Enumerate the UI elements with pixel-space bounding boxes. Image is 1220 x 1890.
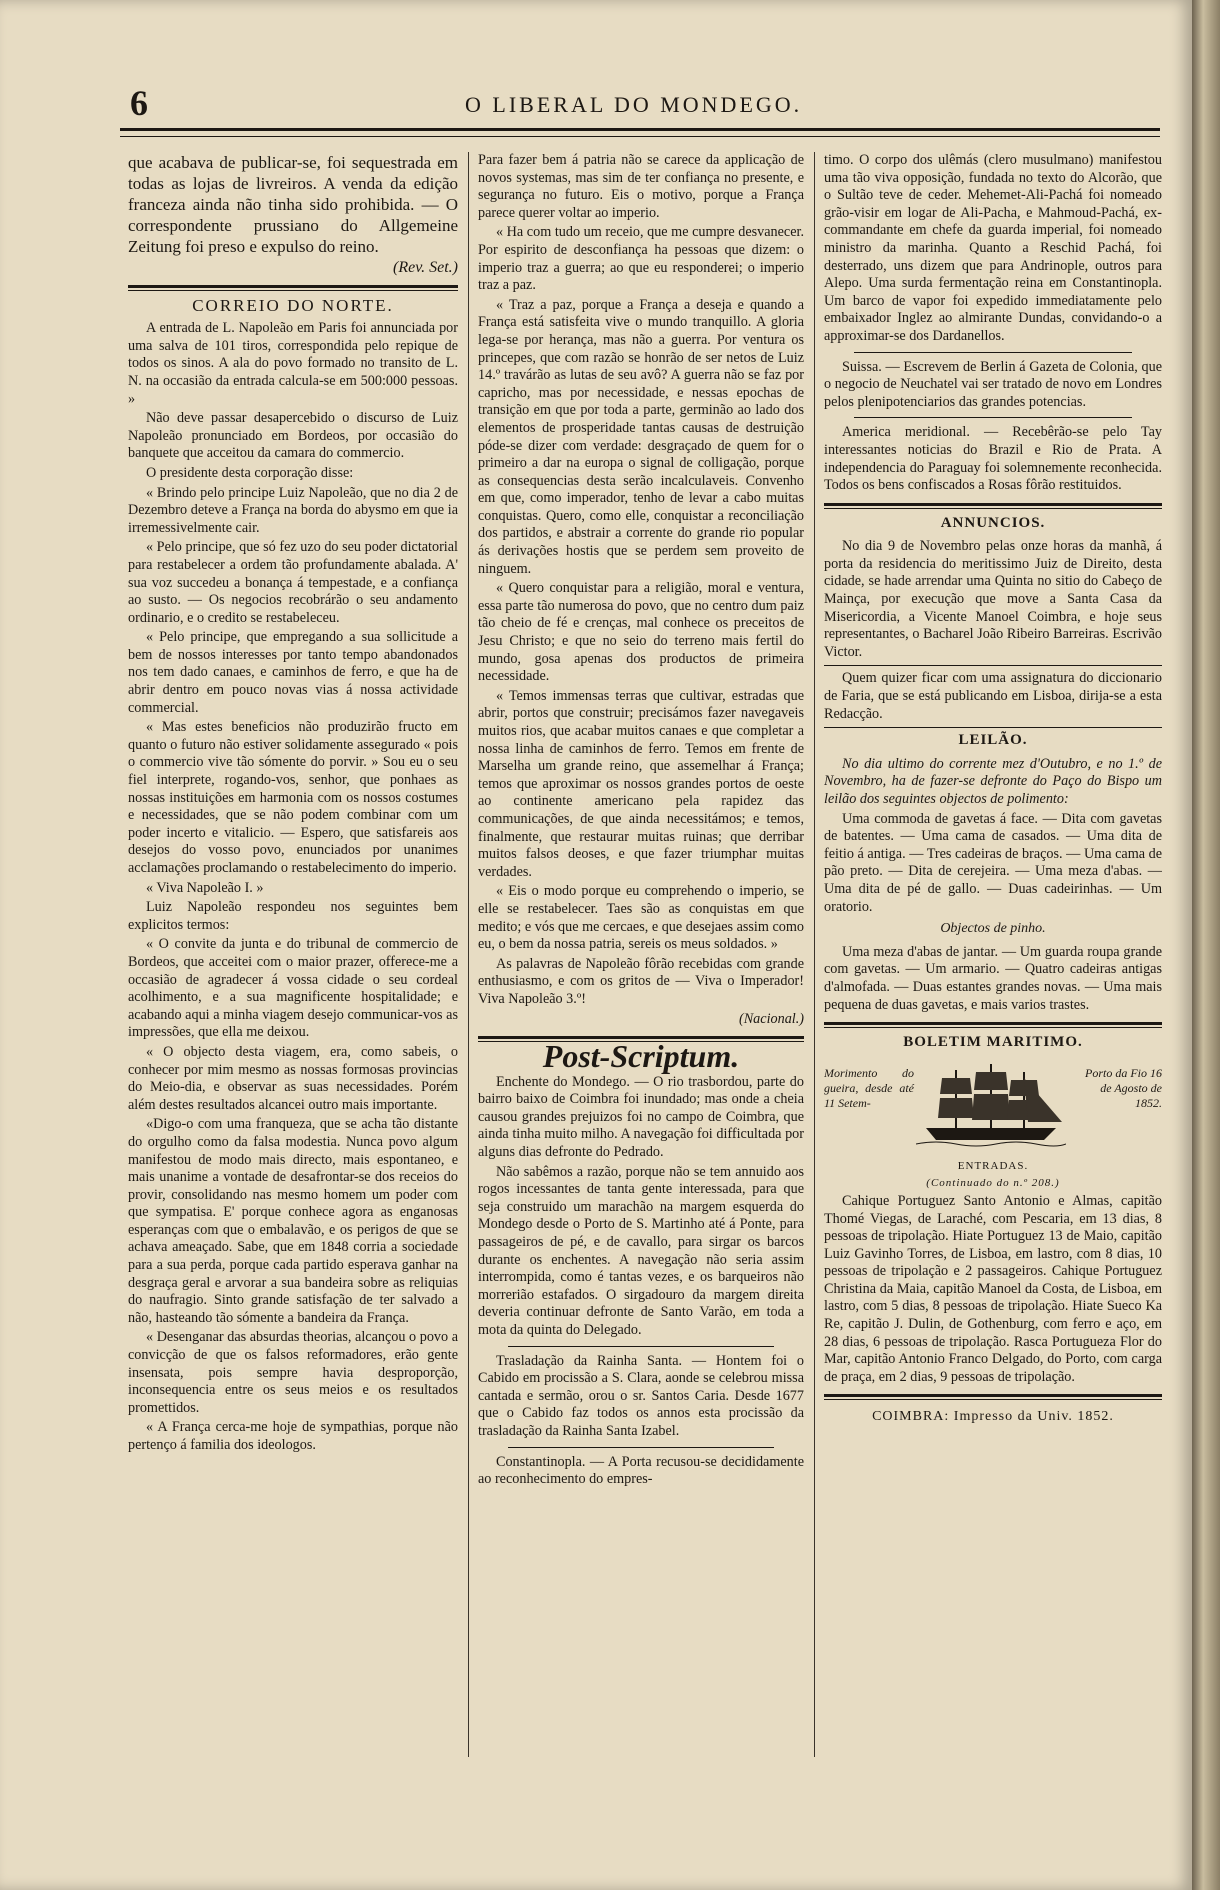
pinho-items: Uma meza d'abas de jantar. — Um guarda roupa grande com gavetas. — Um armario. — Quatro cadeiras antigas d'almofada. — Duas estantes grandes novas. — Uma mais pequena de duas gavetas, e mais varios trastes. bbox=[824, 943, 1162, 1013]
article-paragraph: Não deve passar desapercebido o discurso de Luiz Napoleão pronunciado em Bordeos, por occasião do banquete que acceitou da camara do commercio. bbox=[128, 410, 458, 462]
article-paragraph: Para fazer bem á patria não se carece da applicação de novos systemas, mas sim de ter confiança no presente, e segurança no futuro. Eis o motivo, porque a França parece querer voltar ao imperio. bbox=[478, 152, 804, 221]
article-paragraph: « Ha com tudo um receio, que me cumpre desvanecer. Por espirito de desconfiança ha pessoas que dizem: o imperio traz a guerra; ao que eu responderei; o imperio traz a paz. bbox=[478, 224, 804, 294]
article-paragraph: Luiz Napoleão respondeu nos seguintes bem explicitos termos: bbox=[128, 899, 458, 933]
annuncio-text: No dia 9 de Novembro pelas onze horas da manhã, á porta da residencia do meritissimo Juiz de Direito, desta cidade, se hade arrendar uma Quinta no sitio do Cabeço de Mainça, por execução que move a Santa Casa da Misericordia, a Vicente Manoel Coimbra, e hoje seus representantes, o Bacharel João Ribeiro Barreiras. Escrivão Victor. bbox=[824, 538, 1162, 660]
column-3 bbox=[824, 152, 1162, 1762]
column-2 bbox=[478, 152, 804, 1762]
ps-paragraph: Constantinopla. — A Porta recusou-se decididamente ao reconhecimento do empres- bbox=[478, 1453, 804, 1488]
divider bbox=[508, 1346, 774, 1347]
article-paragraph: Suissa. — Escrevem de Berlin á Gazeta de Colonia, que o negocio de Neuchatel vai ser tratado de novo em Londres pelos plenipotenciarios das grandes potencias. bbox=[824, 358, 1162, 410]
article-paragraph: « Eis o modo porque eu comprehendo o imperio, se elle se restabelecer. Taes são as conquistas em que medito; e vós que me cercaes, e que desejaes assim como eu, o bem da nossa patria, sereis os meus soldados. » bbox=[478, 883, 804, 953]
page-header bbox=[120, 83, 1160, 128]
ps-paragraph: Não sabêmos a razão, porque não se tem annuido aos rogos incessantes de tanta gente interessada, para que seja construido um marachão na margem esquerda do Mondego desde o Porto de S. Martinho até á Ponte, para passageiros de pé, e de cavallo, para sirgar os barcos durante os enchentes. A navegação não seria assim interrompida, como é tantas vezes, e os barqueiros não morrerião estafados. O sirgadouro da margem direita deveria continuar defronte de Santo Varão, em toda a mota da quinta do Delegado. bbox=[478, 1163, 804, 1338]
entradas-title: ENTRADAS. bbox=[957, 1159, 1029, 1172]
page-edge bbox=[1192, 0, 1220, 1890]
article-paragraph: « Mas estes beneficios não produzirão fructo em quanto o futuro não estiver solidamente assegurado « pois o commercio vive tão sómente do porvir. » Sou eu o seu fiel interprete, rogando-vos, senhor, que ponhaes as nossas instituições em harmonia com os nossos costumes e necessidades, que se não podem combinar com um poder incerto e vitalicio. — Espero, que satisfareis aos desejos do vosso povo, enunciados por unanimes acclamações proclamando o restabelecimento do imperio. bbox=[128, 719, 458, 876]
article-paragraph: A entrada de L. Napoleão em Paris foi annunciada por uma salva de 101 tiros, correspondida pelo repique de todos os sinos. A ala do povo formado no transito de L. N. na occasião da entrada calcula-se em 500:000 pessoas. » bbox=[128, 320, 458, 407]
article-paragraph: «Digo-o com uma franqueza, que se acha tão distante do orgulho como da falsa modestia. Nunca povo algum manifestou de modo mais directo, mais espontaneo, e mais unanime a vontade de desafrontar-se dos receios do provir, consolidando nas mesmo homem um poder com que sympatisa. E' porque conhece agora as enganosas esperanças com que o embalavão, e os perigos de que se achava ameaçado. Sabe, que em 1848 corria a sociedade para a sua perda, porque cada partido esperava ganhar na desgraça geral e arvorar a sua bandeira sobre as reliquias do naufragio. Sinto grande satisfação de ter salvado a não, hasteando tão sómente a bandeira da França. bbox=[128, 1116, 458, 1326]
section-rule bbox=[824, 1022, 1162, 1028]
article-paragraph: « Desenganar das absurdas theorias, alcançou o povo a convicção de que os falsos reformadores, erão gente insensata, pois sempre havia desproporção, inconsequencia entre os seus meios e os resultados promettidos. bbox=[128, 1329, 458, 1416]
article-paragraph: « Viva Napoleão I. » bbox=[146, 879, 264, 896]
page-number: 6 bbox=[130, 83, 148, 123]
sailing-ship-icon bbox=[916, 1058, 1066, 1150]
article-paragraph: « O objecto desta viagem, era, como sabeis, o conhecer por mim mesmo as nossas formosas provincias do Meio-dia, e observar as suas necessidades. Porém além destes resultados alcancei outro mais importante. bbox=[128, 1043, 458, 1113]
column-divider bbox=[814, 152, 815, 1757]
article-paragraph: « Pelo principe, que empregando a sua sollicitude a bem de nossos interesses por tanto tempo abandonados nos tem dado canaes, e caminhos de ferro, e que ha de abrir dentro em pouco novas vias á nossa actividade commercial. bbox=[128, 629, 458, 716]
continuado-note: (Continuado do n.º 208.) bbox=[926, 1177, 1060, 1190]
leilao-intro: No dia ultimo do corrente mez d'Outubro, e no 1.º de Novembro, ha de fazer-se defronte do Paço do Bispo um leilão dos seguintes objectos de polimento: bbox=[824, 755, 1162, 807]
column-1 bbox=[128, 152, 458, 1762]
column-divider bbox=[468, 152, 469, 1757]
divider bbox=[824, 665, 1162, 666]
entradas-text: Cahique Portuguez Santo Antonio e Almas, capitão Thomé Viegas, de Laraché, com Pescaria, em 13 dias, 8 pessoas de tripolação. Hiate Portuguez 13 de Maio, capitão Luiz Gavinho Torres, de Lisboa, em lastro, com 8 dias, 10 pessoas de tripolação e 2 passageiros. Cahique Portuguez Christina da Maia, capitão Manoel da Costa, de Lisboa, em lastro, com 5 dias, 8 pessoas de tripolação. Hiate Sueco Ka Re, capitão J. Dulin, de Gothenburg, com ferro e aço, em 28 dias, 6 pessoas de tripolação. Rasca Portugueza Flor do Mar, capitão Antonio Franco Delgado, do Porto, com carga de praça, em 2 dias, 9 pessoas de tripolação. bbox=[824, 1192, 1162, 1385]
article-paragraph: « Brindo pelo principe Luiz Napoleão, que no dia 2 de Dezembro deteve a França na borda do abysmo em que ia irremessivelmente cair. bbox=[128, 484, 458, 536]
divider bbox=[508, 1447, 774, 1448]
annuncio-text: Quem quizer ficar com uma assignatura do diccionario de Faria, que se está publicando em Lisboa, dirija-se a esta Redacção. bbox=[824, 670, 1162, 722]
post-scriptum-title: Post-Scriptum. bbox=[542, 1038, 740, 1075]
correio-title: CORREIO DO NORTE. bbox=[192, 295, 394, 315]
article-paragraph: « Traz a paz, porque a França a deseja e quando a França está satisfeita vive o mundo tranquillo. A gloria lega-se por herança, mas não a guerra. Por ventura os princepes, que com razão se honrão de ser netos de Luiz 14.º travárão as lutas de seu avô? A guerra não se faz por capricho, mas por necessidade, e nessas epochas de transição em que por toda a parte, germinão ao lado dos elementos de prosperidade tantas causas de destruição póde-se dizer com verdade: desgraçado de quem for o primeiro a dar na europa o signal de colligação, porque as consequencias desta serão incalculaveis. Convenho em que, como imperador, tenho de levar a cabo muitas conquistas. Quero, como elle, conquistar a reconciliação dos partidos, e abstrair a corrente do grande rio popular ás derivações hostis que se perdem sem proveito de ninguem. bbox=[478, 296, 804, 577]
article-paragraph: timo. O corpo dos ulêmás (clero musulmano) manifestou uma tão viva opposição, fundada no texto do Alcorão, que o Sultão teve de ceder. Mehemet-Ali-Pachá foi nomeado grão-visir em logar de Ali-Pacha, e Mahmoud-Pachá, ex-commandante em chefe da guarda imperial, foi nomeado ministro da marinha. Quanto a Reschid Pachá, foi desterrado, uns dizem que para Andrinople, outros para Alepo. Uma surda fermentação reina em Constantinopla. Um barco de vapor foi expedido immediatamente pelo embaixador Inglez ao almirante Dundas, convidando-o a approximar-se dos Dardanellos. bbox=[824, 152, 1162, 344]
divider bbox=[854, 352, 1132, 353]
leilao-title: LEILÃO. bbox=[958, 732, 1028, 749]
ps-paragraph: Enchente do Mondego. — O rio trasbordou, parte do bairro baixo de Coimbra foi inundado; mas onde a cheia causou grandes prejuizos foi no campo de Coimbra, que ainda tinha muito milho. A navegação foi difficultada por alguns dias defronte do Pedrado. bbox=[478, 1073, 804, 1161]
ps-paragraph: Trasladação da Rainha Santa. — Hontem foi o Cabido em procissão a S. Clara, aonde se celebrou missa cantada e sermão, orou o sr. Santos Caria. Desde 1677 que o Cabido faz todos os annos esta procissão da trasladação da Rainha Santa Izabel. bbox=[478, 1352, 804, 1439]
newspaper-title: O LIBERAL DO MONDEGO. bbox=[465, 92, 803, 117]
intro-paragraph: que acabava de publicar-se, foi sequestrada em todas as lojas de livreiros. A venda da edição franceza ainda não tinha sido prohibida. — O correspondente prussiano do Allgemeine Zeitung foi preso e expulso do reino. bbox=[128, 153, 458, 256]
boletim-right-text: Porto da Fio 16 de Agosto de 1852. bbox=[1085, 1065, 1162, 1110]
article-paragraph: « Quero conquistar para a religião, moral e ventura, essa parte tão numerosa do povo, que no centro dum paiz tão cheio de fé e crenças, mal conhece os preceitos de Jesu Christo; e que no seio do terreno mais fertil do mundo, gosa apenas dos productos de primeira necessidade. bbox=[478, 580, 804, 685]
article-paragraph: « Temos immensas terras que cultivar, estradas que abrir, portos que construir; precisámos fazer navegaveis muitos rios, que acabar muitos canaes e que completar a nossa linha de caminhos de ferro. Temos em frente de Marselha um grande reino, que assemelhar á França; temos que aproximar os nossos grandes portos de oeste ao continente americano pela rapidez das communicações, de que ainda necessitámos; e temos, finalmente, que restaurar muitas ruinas; que derribar muitos falsos deoses, e que fazer triumphar muitas verdades. bbox=[478, 687, 804, 880]
boletim-title: BOLETIM MARITIMO. bbox=[903, 1034, 1083, 1051]
boletim-left-text: Morimento do gueira, desde até 11 Setem- bbox=[824, 1065, 914, 1110]
section-rule bbox=[824, 1394, 1162, 1400]
header-rule bbox=[120, 128, 1160, 137]
article-paragraph: « A França cerca-me hoje de sympathias, porque não pertenço á familia dos ideologos. bbox=[128, 1419, 458, 1453]
boletim-header bbox=[824, 1058, 1162, 1152]
article-paragraph: O presidente desta corporação disse: bbox=[146, 464, 354, 481]
section-rule bbox=[128, 285, 458, 291]
divider bbox=[854, 417, 1132, 418]
article-paragraph: « Pelo principe, que só fez uzo do seu poder dictatorial para restabelecer a ordem tão profundamente abalada. A' sua voz succedeu a bonança á tempestade, e a confiança ao susto. — Os negocios recobrárão o seu andamento ordinario, e o credito se restabeleceu. bbox=[128, 539, 458, 626]
article-paragraph: « O convite da junta e do tribunal de commercio de Bordeos, que acceitei com o maior prazer, offerece-me a occasião de agradecer á vossa cidade o seu cordeal acolhimento, e a sua magnificente hospitalidade; e acabando aqui a minha viagem desejo communicar-vos as impressões, que ella me deixou. bbox=[128, 936, 458, 1041]
article-source: (Nacional.) bbox=[738, 1010, 804, 1027]
article-paragraph: As palavras de Napoleão fôrão recebidas com grande enthusiasmo, e com os gritos de — Viva o Imperador! Viva Napoleão 3.º! bbox=[478, 955, 804, 1007]
section-rule bbox=[824, 503, 1162, 509]
imprint-footer: COIMBRA: Impresso da Univ. 1852. bbox=[872, 1409, 1114, 1425]
leilao-items: Uma commoda de gavetas á face. — Dita com gavetas de batentes. — Uma cama de casados. — Uma dita de feitio á antiga. — Tres cadeiras de braços. — Uma cama de pão preto. — Dita de cerejeira. — Uma meza d'abas. — Uma dita de pé de gallo. — Duas cadeirinhas. — Um oratorio. bbox=[824, 810, 1162, 915]
pinho-title: Objectos de pinho. bbox=[940, 921, 1046, 937]
article-paragraph: America meridional. — Recebêrão-se pelo Tay interessantes noticias do Brazil e Rio de Prata. A independencia do Paraguay foi solemnemente reconhecida. Todos os bens confiscados a Rosas fôrão restituidos. bbox=[824, 424, 1162, 494]
annuncios-title: ANNUNCIOS. bbox=[940, 514, 1046, 531]
intro-source: (Rev. Set.) bbox=[393, 259, 458, 276]
divider bbox=[824, 727, 1162, 728]
